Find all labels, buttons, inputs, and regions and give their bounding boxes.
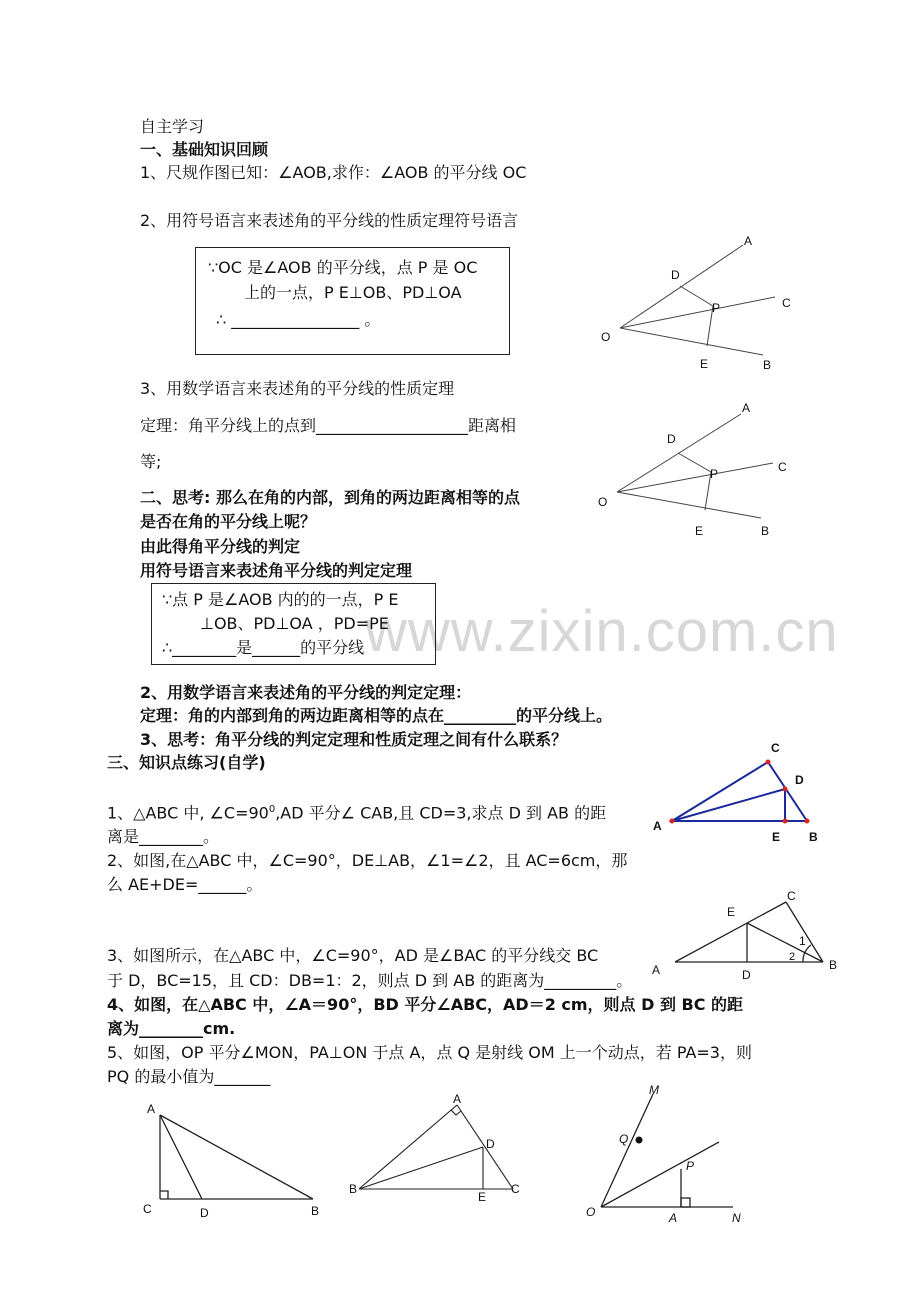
label-C: C [771,741,780,755]
label-N: N [732,1211,741,1225]
label-D: D [200,1206,209,1220]
label-C: C [511,1182,520,1196]
label-B: B [349,1182,358,1196]
label-P: P [686,1159,695,1173]
label-D: D [795,773,804,787]
box1-line3: ∴ ________________ 。 [216,310,381,329]
label-C: C [143,1202,152,1216]
label-Q: Q [619,1132,629,1146]
watermark: www.zixin.com.cn [365,599,839,664]
figure-triangle-abc-blue [648,738,828,848]
symbol-box-converse [151,583,436,665]
label-A: A [652,963,661,977]
problem-5-line2: PQ 的最小值为_______ [107,1067,271,1086]
question-4: 2、用数学语言来表述角的平分线的判定定理： [140,683,472,702]
label-C: C [787,889,796,903]
box2-line1: ∵点 P 是∠AOB 内的的一点，P E [162,590,399,609]
problem-1-line1: 1、△ABC 中, $\angle C=90^0,AD$ 平分∠ CAB,且 CD=3,求点 D 到 AB 的距 [107,803,607,823]
box2-line2: ⊥OB、PD⊥OA ，PD=PE [200,614,389,633]
label-A: A [744,234,753,248]
label-E: E [695,524,704,538]
theorem-1-line2: 等; [140,452,162,471]
label-O: O [601,330,611,344]
label-angle-2: 2 [789,951,796,963]
symbol-box-property [195,247,510,355]
label-D: D [742,968,751,982]
theorem-1-line1: 定理：角平分线上的点到___________________距离相 [140,416,517,435]
question-2: 2、用符号语言来表述角的平分线的性质定理符号语言 [140,211,519,230]
problem-3-line2: 于 D，BC=15，且 CD：DB=1：2，则点 D 到 AB 的距离为_________。 [107,971,633,990]
figure-angle-mon [585,1080,755,1230]
section-1-title: 一、基础知识回顾 [140,140,269,159]
label-E: E [700,357,709,371]
label-A: A [453,1092,462,1106]
label-O: O [598,495,608,509]
label-M: M [649,1083,659,1097]
problem-2-line1: 2、如图,在△ABC 中，∠C=90°，DE⊥AB，∠1=∠2，且 AC=6cm，那 [107,851,628,870]
label-A: A [653,819,662,833]
label-D: D [671,268,680,282]
label-P: P [710,467,719,481]
label-O: O [586,1205,596,1219]
label-P: P [712,301,721,315]
label-B: B [763,358,772,372]
problem-5-line1: 5、如图，OP 平分∠MON，PA⊥ON 于点 A，点 Q 是射线 OM 上一个动点，若 PA=3，则 [107,1043,752,1062]
section-2-line2: 是否在角的平分线上呢？ [140,512,317,531]
box1-line1: ∵OC 是∠AOB 的平分线，点 P 是 OC [208,258,478,277]
section-2-line4: 用符号语言来表述角平分线的判定定理 [140,561,413,580]
label-C: C [778,460,787,474]
question-5: 3、思考：角平分线的判定定理和性质定理之间有什么联系？ [140,730,568,749]
label-C: C [782,296,791,310]
label-D: D [667,432,676,446]
label-angle-1: 1 [799,934,806,948]
problem-2-line2: 么 AE+DE=______。 [107,875,263,894]
label-B: B [829,958,838,972]
section-3-title: 三、知识点练习(自学) [107,753,266,772]
section-2-line1: 二、思考: 那么在角的内部，到角的两边距离相等的点 [140,488,520,507]
box1-line2: 上的一点，P E⊥OB、PD⊥OA [244,283,462,302]
label-E: E [478,1190,487,1204]
question-1: 1、尺规作图已知：∠AOB,求作：∠AOB 的平分线 OC [140,163,527,182]
figure-angle-bisector-1 [595,228,805,378]
figure-triangle-de-ab [645,880,845,980]
label-D: D [486,1137,495,1151]
label-E: E [727,905,736,919]
question-3: 3、用数学语言来表述角的平分线的性质定理 [140,379,455,398]
heading: 自主学习 [140,117,205,136]
label-B: B [311,1204,320,1218]
theorem-2: 定理：角的内部到角的两边距离相等的点在_________的平分线上。 [140,706,613,725]
label-E: E [772,830,781,844]
problem-4-line2: 离为________cm. [107,1019,236,1038]
label-A: A [742,401,751,415]
box2-line3: ∴________是______的平分线 [162,638,365,657]
figure-angle-bisector-2 [595,398,805,548]
label-B: B [761,524,770,538]
figure-triangle-bac [345,1092,535,1207]
problem-4-line1: 4、如图，在△ABC 中，∠A＝90°，BD 平分∠ABC，AD＝2 cm，则点 D 到 BC 的距 [107,995,744,1014]
problem-1-line2: 离是________。 [107,827,220,846]
label-A: A [147,1102,156,1116]
label-B: B [809,830,818,844]
figure-right-triangle-acd [140,1095,340,1225]
section-2-line3: 由此得角平分线的判定 [140,537,301,556]
label-A: A [669,1211,678,1225]
problem-3-line1: 3、如图所示，在△ABC 中，∠C=90°，AD 是∠BAC 的平分线交 BC [107,946,599,965]
